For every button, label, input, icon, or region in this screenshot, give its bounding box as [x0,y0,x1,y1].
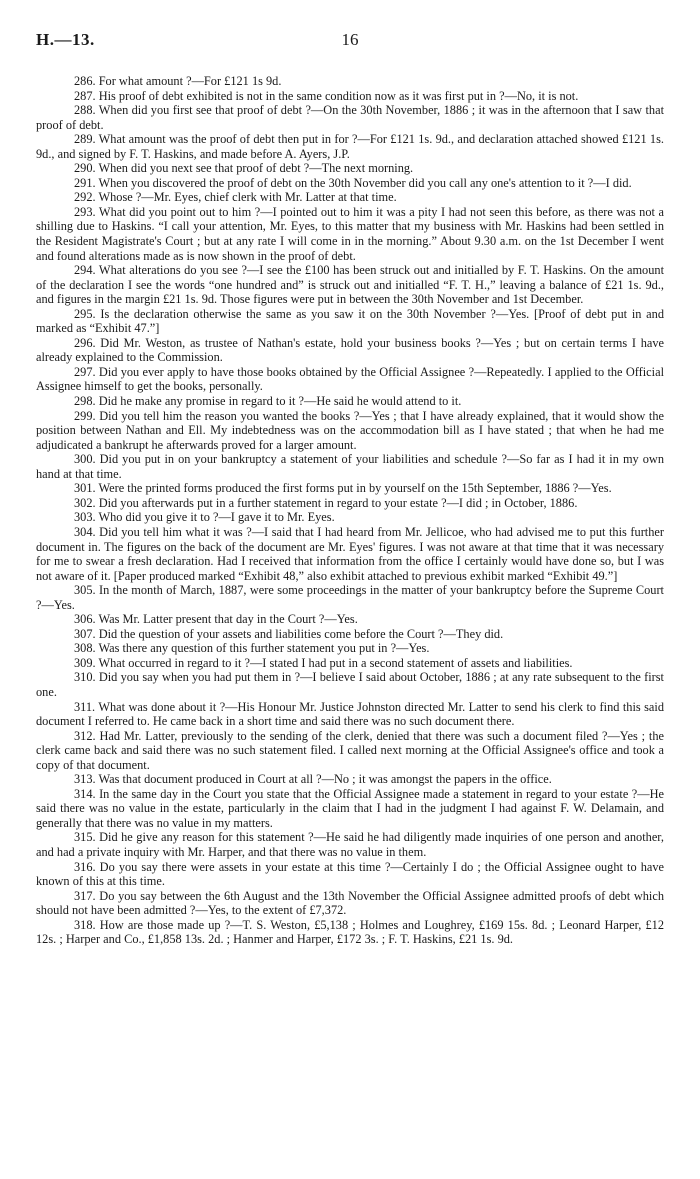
document-reference: H.—13. [36,30,95,49]
question-answer-paragraph: 315. Did he give any reason for this statement ?—He said he had diligently made inquiries of one person and another, and had a private inquiry with Mr. Harper, and that there was no value in them. [36,830,664,859]
question-answer-paragraph: 310. Did you say when you had put them in ?—I believe I said about October, 1886 ; at any rate subsequent to the first one. [36,670,664,699]
question-answer-paragraph: 301. Were the printed forms produced the first forms put in by yourself on the 15th September, 1886 ?—Yes. [74,481,612,496]
question-answer-paragraph: 305. In the month of March, 1887, were some proceedings in the matter of your bankruptcy before the Supreme Court ?—Yes. [36,583,664,612]
question-answer-paragraph: 294. What alterations do you see ?—I see the £100 has been struck out and initialled by F. T. Haskins. On the amount of the declaration I see the words “one hundred and” is struck out and initialled “F. T. H.,” leaving a balance of £21 1s. 9d., and figures in the margin £21 1s. 9d. Those figures were put in between the 30th November and 1st December. [36,263,664,307]
question-answer-paragraph: 298. Did he make any promise in regard to it ?—He said he would attend to it. [74,394,462,409]
question-answer-paragraph: 314. In the same day in the Court you state that the Official Assignee made a statement in regard to your estate ?—He said there was no value in the estate, particularly in the claim that I had in the judgment I had against F. W. Delamain, and generally that there was no value in my matters. [36,786,664,830]
page-number: 16 [341,30,359,49]
page-header [36,30,664,54]
question-answer-paragraph: 295. Is the declaration otherwise the same as you saw it on the 30th November ?—Yes. [Proof of debt put in and marked as “Exhibit 47.”] [36,306,664,336]
question-answer-paragraph: 303. Who did you give it to ?—I gave it to Mr. Eyes. [74,510,335,525]
question-answer-paragraph: 313. Was that document produced in Court at all ?—No ; it was amongst the papers in the office. [74,772,552,787]
question-answer-paragraph: 286. For what amount ?—For £121 1s 9d. [74,74,282,88]
question-answer-paragraph: 292. Whose ?—Mr. Eyes, chief clerk with Mr. Latter at that time. [74,190,397,205]
question-answer-paragraph: 311. What was done about it ?—His Honour Mr. Justice Johnston directed Mr. Latter to send his clerk to find this said document I referred to. He came back in a short time and said there was no such document there. [36,699,664,729]
question-answer-paragraph: 312. Had Mr. Latter, previously to the sending of the clerk, denied that there was such a document filed ?—Yes ; the clerk came back and said there was no such statement filed. I called next morning at the Official Assignee's office and took a copy of that document. [36,728,664,772]
question-answer-paragraph: 316. Do you say there were assets in your estate at this time ?—Certainly I do ; the Official Assignee ought to have known of this at this time. [36,859,664,889]
question-answer-paragraph: 293. What did you point out to him ?—I pointed out to him it was a pity I had not seen this before, as there was not a shilling due to Haskins. “I call your attention, Mr. Eyes, to this matter that my business with Mr. Haskins had been settled in the Resident Magistrate's Court ; but at any rate I will come in in the morning.” About 9.30 a.m. on the 1st December I went and found alterations made as is now shown in the proof of debt. [36,204,664,263]
testimony-body [36,74,664,947]
question-answer-paragraph: 306. Was Mr. Latter present that day in the Court ?—Yes. [74,612,358,627]
question-answer-paragraph: 300. Did you put in on your bankruptcy a statement of your liabilities and schedule ?—So far as I had it in my own hand at that time. [36,452,664,481]
question-answer-paragraph: 299. Did you tell him the reason you wanted the books ?—Yes ; that I have already explained, that it would show the position between Nathan and Ell. My indebtedness was on the accommodation bill as I have stated ; that when he had me adjudicated a bankrupt he afterwards proved for a larger amount. [36,408,664,452]
question-answer-paragraph: 317. Do you say between the 6th August and the 13th November the Official Assignee admitted proofs of debt which should not have been admitted ?—Yes, to the extent of £7,372. [36,888,664,918]
question-answer-paragraph: 289. What amount was the proof of debt then put in for ?—For £121 1s. 9d., and declaration attached showed £121 1s. 9d., and signed by F. T. Haskins, and made before A. Ayers, J.P. [36,132,664,161]
question-answer-paragraph: 288. When did you first see that proof of debt ?—On the 30th November, 1886 ; it was in the afternoon that I saw that proof of debt. [36,103,664,132]
question-answer-paragraph: 309. What occurred in regard to it ?—I stated I had put in a second statement of assets and liabilities. [74,655,573,670]
question-answer-paragraph: 287. His proof of debt exhibited is not in the same condition now as it was first put in ?—No, it is not. [74,88,579,103]
question-answer-paragraph: 308. Was there any question of this further statement you put in ?—Yes. [74,641,430,656]
question-answer-paragraph: 296. Did Mr. Weston, as trustee of Nathan's estate, hold your business books ?—Yes ; but on certain terms I have already explained to the Commission. [36,335,664,365]
question-answer-paragraph: 318. How are those made up ?—T. S. Weston, £5,138 ; Holmes and Loughrey, £169 15s. 8d. ; Leonard Harper, £12 12s. ; Harper and Co., £1,858 13s. 2d. ; Hanmer and Harper, £172 3s. ; F. T. Haskins, £21 1s. 9d. [36,917,664,947]
question-answer-paragraph: 291. When you discovered the proof of debt on the 30th November did you call any one's attention to it ?—I did. [74,175,632,190]
question-answer-paragraph: 302. Did you afterwards put in a further statement in regard to your estate ?—I did ; in October, 1886. [74,495,578,510]
question-answer-paragraph: 297. Did you ever apply to have those books obtained by the Official Assignee ?—Repeatedly. I applied to the Official Assignee himself to get the books, personally. [36,364,664,394]
question-answer-paragraph: 307. Did the question of your assets and liabilities come before the Court ?—They did. [74,626,504,641]
question-answer-paragraph: 304. Did you tell him what it was ?—I said that I had heard from Mr. Jellicoe, who had advised me to put this further document in. The figures on the back of the document are Mr. Eyes' figures. I was not aware at that time that it was necessary for me to swear a fresh declaration. Had I received that information from the office I certainly would have done so, but I was not aware of it. [Paper produced marked “Exhibit 48,” also exhibit attached to previous exhibit marked “Exhibit 49.”] [36,524,664,583]
question-answer-paragraph: 290. When did you next see that proof of debt ?—The next morning. [74,161,414,176]
